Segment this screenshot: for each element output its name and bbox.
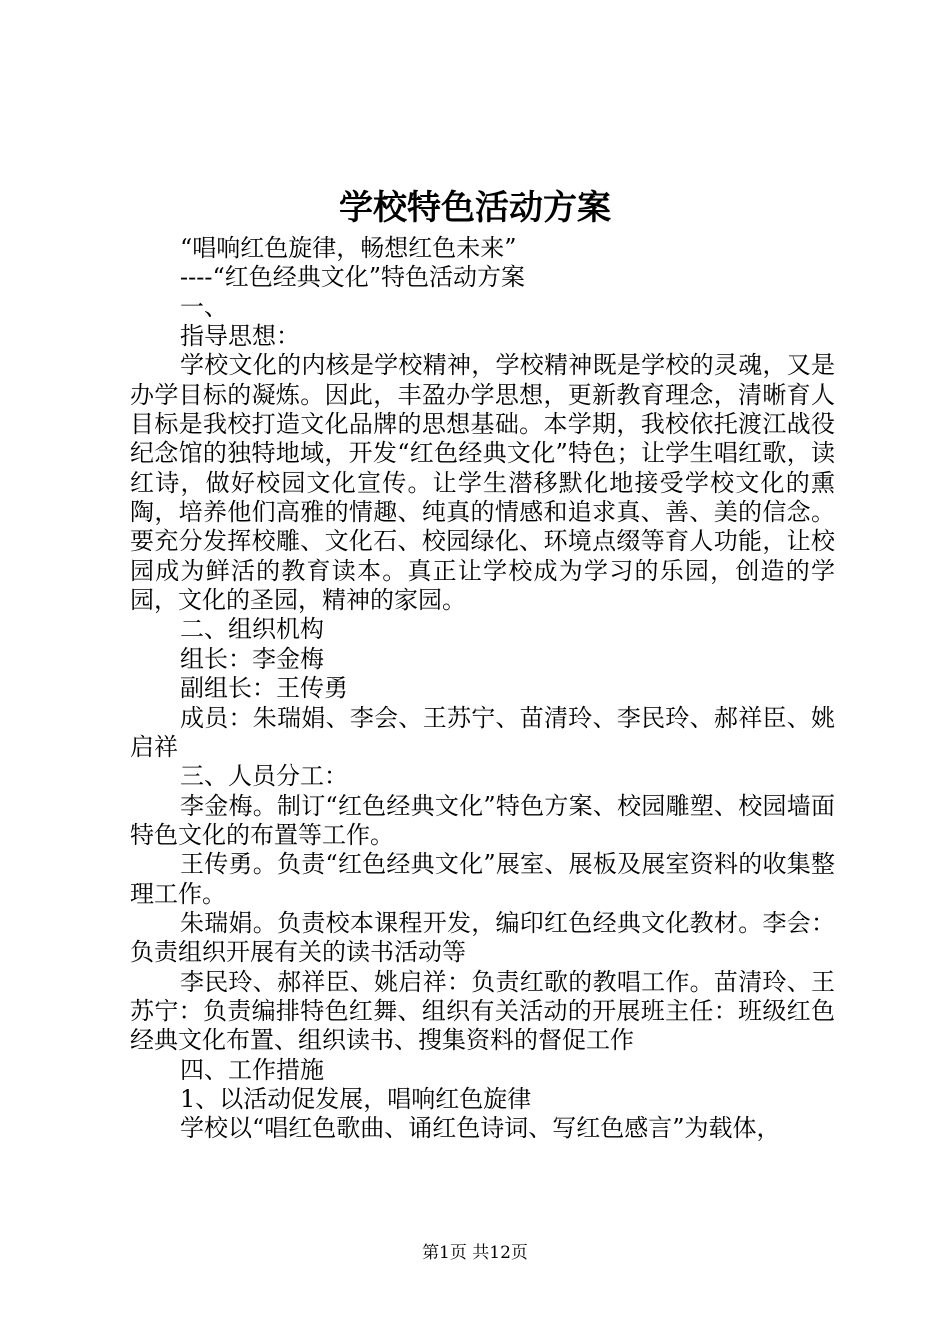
subtitle-slogan: “唱响红色旋律，畅想红色未来” (180, 234, 517, 262)
paragraph-duty-zhu-ruijuan: 朱瑞娟。负责校本课程开发，编印红色经典文化教材。李会：负责组织开展有关的读书活动等 (130, 908, 835, 967)
paragraph-deputy-leader: 副组长：王传勇 (180, 674, 348, 703)
section-heading-1: 一、 (180, 292, 228, 321)
paragraph-duty-wang-chuanyong: 王传勇。负责“红色经典文化”展室、展板及展室资料的收集整理工作。 (130, 850, 835, 908)
document-title: 学校特色活动方案 (339, 188, 611, 228)
paragraph-measure-1: 学校以“唱红色歌曲、诵红色诗词、写红色感言”为载体， (180, 1114, 781, 1143)
subtitle-plan-name: ----“红色经典文化”特色活动方案 (180, 263, 525, 292)
paragraph-members: 成员：朱瑞娟、李会、王苏宁、苗清玲、李民玲、郝祥臣、姚启祥 (130, 703, 835, 761)
paragraph-group-leader: 组长：李金梅 (180, 644, 324, 673)
paragraph-duty-li-minling: 李民玲、郝祥臣、姚启祥：负责红歌的教唱工作。苗清玲、王苏宁：负责编排特色红舞、组织有关活动的开展班主任：班级红色经典文化布置、组织读书、搜集资料的督促工作 (130, 967, 835, 1055)
paragraph-duty-li-jinmei: 李金梅。制订“红色经典文化”特色方案、校园雕塑、校园墙面特色文化的布置等工作。 (130, 791, 835, 849)
page-footer: 第1页 共12页 (422, 1243, 528, 1263)
section-heading-guiding-idea: 指导思想： (180, 322, 300, 351)
section-heading-division: 三、人员分工： (180, 762, 348, 791)
subheading-measure-1: 1、以活动促发展，唱响红色旋律 (180, 1084, 532, 1113)
paragraph-guiding-idea: 学校文化的内核是学校精神，学校精神既是学校的灵魂，又是办学目标的凝炼。因此，丰盈办学思想，更新教育理念，清晰育人目标是我校打造文化品牌的思想基础。本学期，我校依托渡江战役纪念馆的独特地域，开发“红色经典文化”特色；让学生唱红歌，读红诗，做好校园文化宣传。让学生潜移默化地接受学校文化的熏陶，培养他们高雅的情趣、纯真的情感和追求真、善、美的信念。要充分发挥校雕、文化石、校园绿化、环境点缀等育人功能，让校园成为鲜活的教育读本。真正让学校成为学习的乐园，创造的学园，文化的圣园，精神的家园。 (130, 351, 835, 615)
document-body (130, 234, 835, 1144)
section-heading-measures: 四、工作措施 (180, 1055, 324, 1084)
section-heading-organization: 二、组织机构 (180, 615, 324, 644)
